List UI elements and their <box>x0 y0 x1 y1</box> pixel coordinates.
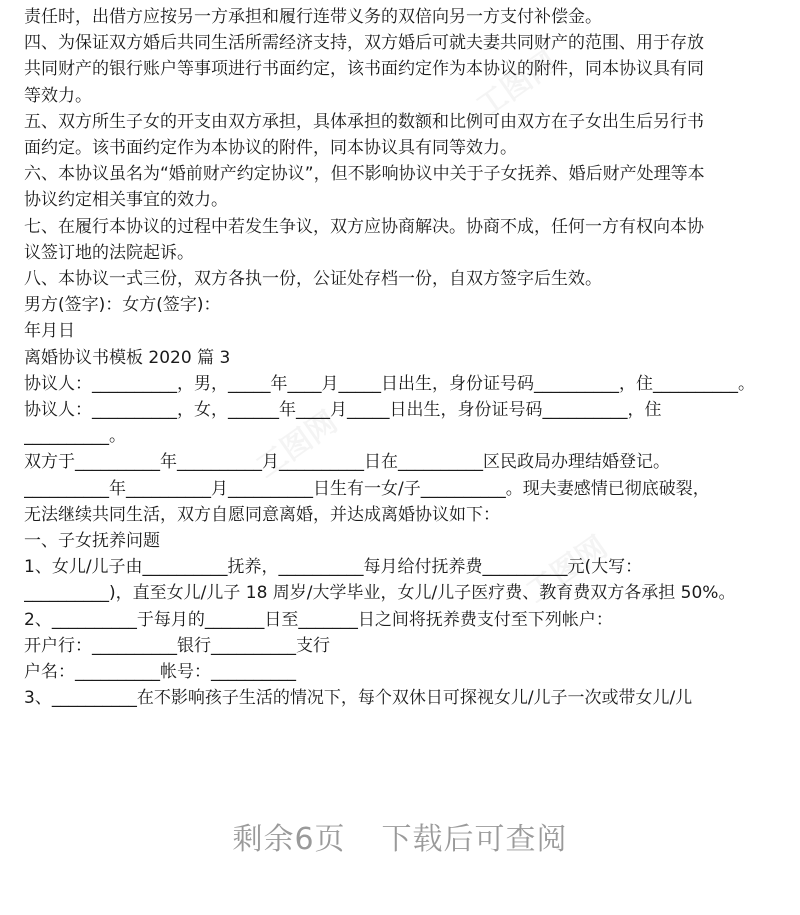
text-line: 面约定。该书面约定作为本协议的附件，同本协议具有同等效力。 <box>24 138 517 159</box>
watermark-text: 工图网 <box>250 404 344 486</box>
text-line: 3、__________在不影响孩子生活的情况下，每个双休日可探视女儿/儿子一次或带女儿/儿 <box>24 688 693 709</box>
text-line: 八、本协议一式三份，双方各执一份，公证处存档一份，自双方签字后生效。 <box>24 269 602 290</box>
text-line: 责任时，出借方应按另一方承担和履行连带义务的双倍向另一方支付补偿金。 <box>24 7 602 27</box>
download-to-view-label: 下载后可查阅 <box>381 822 568 857</box>
signature-line: 男方(签字)：女方(签字)： <box>24 295 221 316</box>
text-line: 开户行：__________银行__________支行 <box>24 635 330 656</box>
text-line: 议签订地的法院起诉。 <box>24 242 194 263</box>
remaining-pages-label: 剩余6页 <box>232 822 346 857</box>
text-line: 双方于__________年__________月__________日在__________区民政局办理结婚登记。 <box>24 452 670 473</box>
date-line: 年月日 <box>24 321 75 342</box>
text-line: 六、本协议虽名为“婚前财产约定协议”，但不影响协议中关于子女抚养、婚后财产处理等本 <box>24 164 705 185</box>
text-line: 1、女儿/儿子由__________抚养，__________每月给付抚养费__________元(大写： <box>24 557 643 578</box>
text-line: 等效力。 <box>24 85 92 106</box>
text-line: 无法继续共同生活，双方自愿同意离婚，并达成离婚协议如下： <box>24 504 500 525</box>
text-line: 协议人：__________，女，______年____月_____日出生，身份证号码__________，住 <box>24 400 662 421</box>
download-prompt[interactable] <box>0 814 800 858</box>
section-title: 离婚协议书模板 2020 篇 3 <box>24 347 231 368</box>
text-line: 户名：__________帐号：__________ <box>24 662 296 683</box>
watermark-text: 工图网 <box>470 44 564 126</box>
document-body <box>24 4 784 711</box>
text-line: 共同财产的银行账户等事项进行书面约定，该书面约定作为本协议的附件，同本协议具有同 <box>24 59 704 80</box>
text-line: __________)，直至女儿/儿子 18 周岁/大学毕业，女儿/儿子医疗费、教育费双方各承担 50%。 <box>24 583 736 604</box>
text-line: 2、__________于每月的_______日至_______日之间将抚养费支付至下列帐户： <box>24 609 613 630</box>
text-line: __________。 <box>24 426 126 447</box>
text-line: 协议约定相关事宜的效力。 <box>24 190 228 211</box>
text-line: __________年__________月__________日生有一女/子__________。现夫妻感情已彻底破裂， <box>24 478 710 499</box>
text-line: 七、在履行本协议的过程中若发生争议，双方应协商解决。协商不成，任何一方有权向本协 <box>24 216 704 237</box>
watermark-text: 工图网 <box>520 529 614 611</box>
section-heading: 一、子女抚养问题 <box>24 531 160 552</box>
text-line: 协议人：__________，男，_____年____月_____日出生，身份证号码__________，住__________。 <box>24 373 755 394</box>
text-line: 四、为保证双方婚后共同生活所需经济支持，双方婚后可就夫妻共同财产的范围、用于存放 <box>24 33 704 54</box>
text-line: 五、双方所生子女的开支由双方承担，具体承担的数额和比例可由双方在子女出生后另行书 <box>24 111 704 132</box>
